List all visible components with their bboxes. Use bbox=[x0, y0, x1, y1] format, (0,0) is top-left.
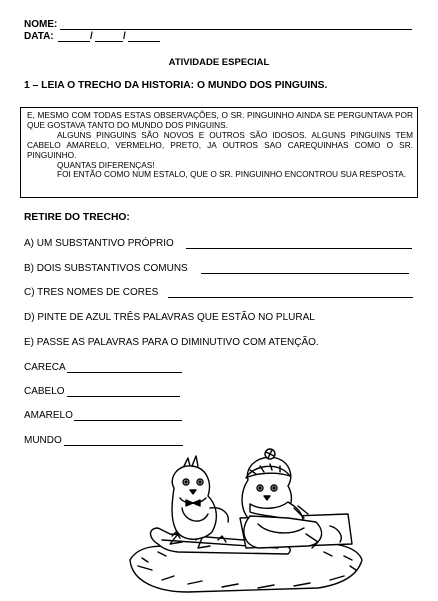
answer-c-field[interactable] bbox=[168, 287, 413, 298]
passage-box bbox=[20, 107, 418, 198]
passage-paragraph: QUANTAS DIFERENÇAS! bbox=[57, 159, 155, 170]
penguins-on-sled-icon bbox=[118, 448, 366, 596]
question-c-label: C) TRES NOMES DE CORES bbox=[24, 287, 159, 298]
question-c bbox=[24, 287, 158, 298]
date-row bbox=[24, 31, 54, 42]
question-e: E) PASSE AS PALAVRAS PARA O DIMINUTIVO COM ATENÇÃO. bbox=[24, 337, 319, 348]
date-label: DATA: bbox=[24, 31, 54, 42]
word-answer-field[interactable] bbox=[67, 386, 180, 397]
question-b bbox=[24, 263, 188, 274]
word-label: CABELO bbox=[24, 386, 65, 397]
page-title: ATIVIDADE ESPECIAL bbox=[168, 57, 270, 68]
retire-heading: RETIRE DO TRECHO: bbox=[24, 212, 130, 223]
instruction-heading: 1 – LEIA O TRECHO DA HISTORIA: O MUNDO DOS PINGUINS. bbox=[24, 80, 328, 91]
question-a bbox=[24, 238, 174, 249]
name-field[interactable] bbox=[60, 19, 412, 30]
question-d: D) PINTE DE AZUL TRÊS PALAVRAS QUE ESTÃO NO PLURAL bbox=[24, 312, 315, 323]
answer-a-field[interactable] bbox=[186, 238, 412, 249]
word-label: AMARELO bbox=[24, 410, 73, 421]
word-label: CARECA bbox=[24, 362, 66, 373]
word-answer-field[interactable] bbox=[64, 435, 183, 446]
answer-b-field[interactable] bbox=[201, 263, 409, 274]
date-month-field[interactable] bbox=[95, 31, 123, 42]
date-slash: / bbox=[90, 31, 93, 42]
passage-paragraph: E, MESMO COM TODAS ESTAS OBSERVAÇÕES, O SR. PINGUINHO AINDA SE PERGUNTAVA POR QUE GOSTAVA TANTO DO MUNDO DOS PINGUINS. bbox=[27, 110, 413, 130]
name-label: NOME: bbox=[24, 19, 58, 30]
passage-paragraph: FOI ENTÃO COMO NUM ESTALO, QUE O SR. PINGUINHO ENCONTROU SUA RESPOSTA. bbox=[57, 169, 407, 180]
word-label: MUNDO bbox=[24, 435, 62, 446]
illustration bbox=[118, 448, 366, 596]
date-year-field[interactable] bbox=[128, 31, 160, 42]
word-answer-field[interactable] bbox=[67, 362, 182, 373]
question-a-label: A) UM SUBSTANTIVO PRÓPRIO bbox=[24, 238, 174, 249]
date-day-field[interactable] bbox=[58, 31, 90, 42]
word-answer-field[interactable] bbox=[74, 410, 182, 421]
question-b-label: B) DOIS SUBSTANTIVOS COMUNS bbox=[24, 263, 188, 274]
name-row bbox=[24, 19, 57, 30]
date-slash: / bbox=[123, 31, 126, 42]
passage-paragraph: ALGUNS PINGUINS SÃO NOVOS E OUTROS SÃO IDOSOS. ALGUNS PINGUINS TEM CABELO AMARELO, VERMELHO, PRETO, JA OUTROS SAO CAREQUINHAS COMO O SR. PINGUINHO. bbox=[27, 129, 413, 160]
